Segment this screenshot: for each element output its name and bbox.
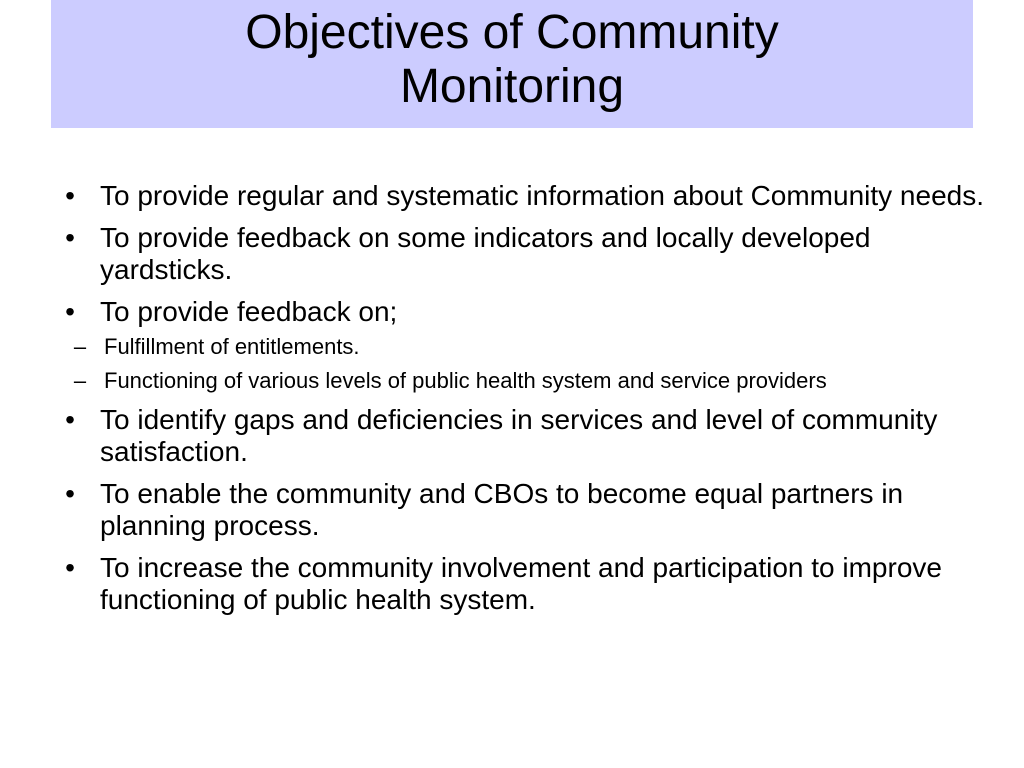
- bullet-text: To identify gaps and deficiencies in services and level of community satisfaction.: [100, 404, 938, 467]
- slide-title-line-2: Monitoring: [399, 60, 625, 113]
- bullet-marker: •: [65, 222, 75, 253]
- bullet-item: [58, 222, 988, 286]
- sub-bullet-list: [58, 334, 988, 394]
- bullet-item: [58, 552, 988, 616]
- bullet-text: To enable the community and CBOs to become equal partners in planning process.: [100, 478, 904, 541]
- slide-title-line-1: Objectives of Community: [245, 6, 779, 59]
- sub-bullet-item: [58, 334, 988, 360]
- bullet-marker: •: [65, 296, 75, 327]
- sub-bullet-text: Fulfillment of entitlements.: [104, 334, 360, 359]
- bullet-marker: •: [65, 404, 75, 435]
- bullet-marker: •: [65, 180, 75, 211]
- bullet-marker: •: [65, 478, 75, 509]
- sub-bullet-marker: –: [73, 368, 87, 393]
- sub-bullet-text: Functioning of various levels of public health system and service providers: [104, 368, 827, 393]
- bullet-list: [58, 180, 988, 626]
- bullet-text: To provide regular and systematic information about Community needs.: [100, 180, 984, 211]
- bullet-item: [58, 180, 988, 212]
- sub-list-holder: [58, 334, 988, 394]
- bullet-text: To increase the community involvement and participation to improve functioning of public health system.: [100, 552, 942, 615]
- sub-bullet-marker: –: [73, 334, 87, 359]
- bullet-item: [58, 296, 988, 394]
- bullet-text: To provide feedback on;: [100, 296, 398, 327]
- bullet-item: [58, 478, 988, 542]
- slide-title: [245, 6, 779, 114]
- title-band: [51, 0, 973, 128]
- bullet-item: [58, 404, 988, 468]
- bullet-text: To provide feedback on some indicators and locally developed yardsticks.: [100, 222, 871, 285]
- sub-bullet-item: [58, 368, 988, 394]
- bullet-marker: •: [65, 552, 75, 583]
